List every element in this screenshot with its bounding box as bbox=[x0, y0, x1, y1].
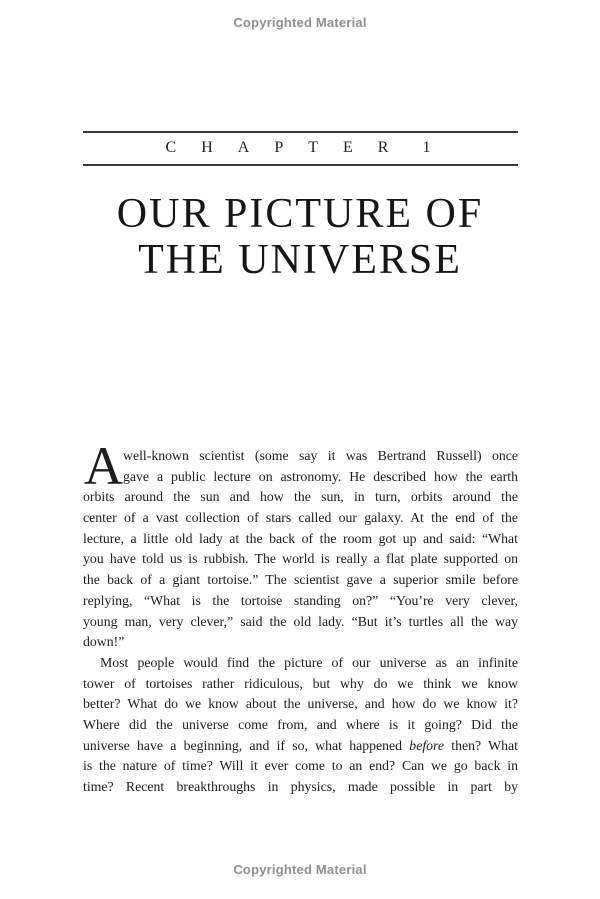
text-line bbox=[83, 591, 518, 612]
text-line bbox=[83, 487, 518, 508]
text-segment: you have told us is rubbish. The world is really a flat plate supported on bbox=[83, 551, 518, 567]
text-line bbox=[83, 549, 518, 570]
text-segment: orbits around the sun and how the sun, in turn, orbits around the bbox=[83, 489, 518, 505]
text-segment: universe have a beginning, and if so, what happened bbox=[83, 737, 410, 753]
text-segment: well-known scientist (some say it was Bertrand Russell) once bbox=[123, 448, 518, 463]
text-segment: the back of a giant tortoise.” The scientist gave a superior smile before bbox=[83, 572, 518, 588]
text-line bbox=[83, 612, 518, 633]
text-segment: gave a public lecture on astronomy. He described how the earth bbox=[123, 468, 518, 484]
chapter-header-rule-bottom bbox=[83, 164, 518, 166]
chapter-title-line-2: THE UNIVERSE bbox=[138, 237, 462, 283]
text-segment: center of a vast collection of stars called our galaxy. At the end of the bbox=[83, 510, 518, 526]
chapter-title bbox=[0, 191, 600, 283]
text-segment: young man, very clever,” said the old lady. “But it’s turtles all the way bbox=[83, 613, 518, 629]
text-segment: tower of tortoises rather ridiculous, but why do we think we know bbox=[83, 675, 518, 691]
chapter-title-line-1: OUR PICTURE OF bbox=[116, 191, 484, 237]
text-segment: replying, “What is the tortoise standing on?” “You’re very clever, bbox=[83, 592, 518, 608]
text-line bbox=[83, 446, 518, 467]
copyright-notice-top: Copyrighted Material bbox=[233, 15, 367, 30]
chapter-label: CHAPTER 1 bbox=[165, 139, 456, 156]
text-segment: down!” bbox=[83, 634, 125, 650]
body-text bbox=[83, 446, 518, 798]
text-line bbox=[83, 653, 518, 674]
text-line bbox=[83, 756, 518, 777]
copyright-notice-bottom: Copyrighted Material bbox=[233, 862, 367, 877]
text-segment: time? Recent breakthroughs in physics, made possible in part by bbox=[83, 779, 518, 794]
text-segment: then? What bbox=[444, 737, 518, 753]
text-line bbox=[83, 715, 518, 736]
text-segment: better? What do we know about the universe, and how do we know it? bbox=[83, 696, 518, 712]
text-segment: Most people would find the picture of our universe as an infinite bbox=[100, 654, 518, 670]
text-line bbox=[83, 508, 518, 529]
text-line bbox=[83, 777, 518, 798]
text-segment: lecture, a little old lady at the back of the room got up and said: “What bbox=[83, 530, 518, 546]
text-segment: Where did the universe come from, and where is it going? Did the bbox=[83, 716, 518, 732]
text-line bbox=[83, 632, 518, 653]
text-line bbox=[83, 467, 518, 488]
text-line bbox=[83, 736, 518, 757]
text-line bbox=[83, 570, 518, 591]
text-line bbox=[83, 674, 518, 695]
text-line bbox=[83, 694, 518, 715]
drop-cap: A bbox=[84, 446, 123, 496]
chapter-header-rule-top bbox=[83, 131, 518, 133]
text-segment: is the nature of time? Will it ever come to an end? Can we go back in bbox=[83, 758, 518, 774]
italic-text: before bbox=[409, 737, 445, 753]
text-line bbox=[83, 529, 518, 550]
